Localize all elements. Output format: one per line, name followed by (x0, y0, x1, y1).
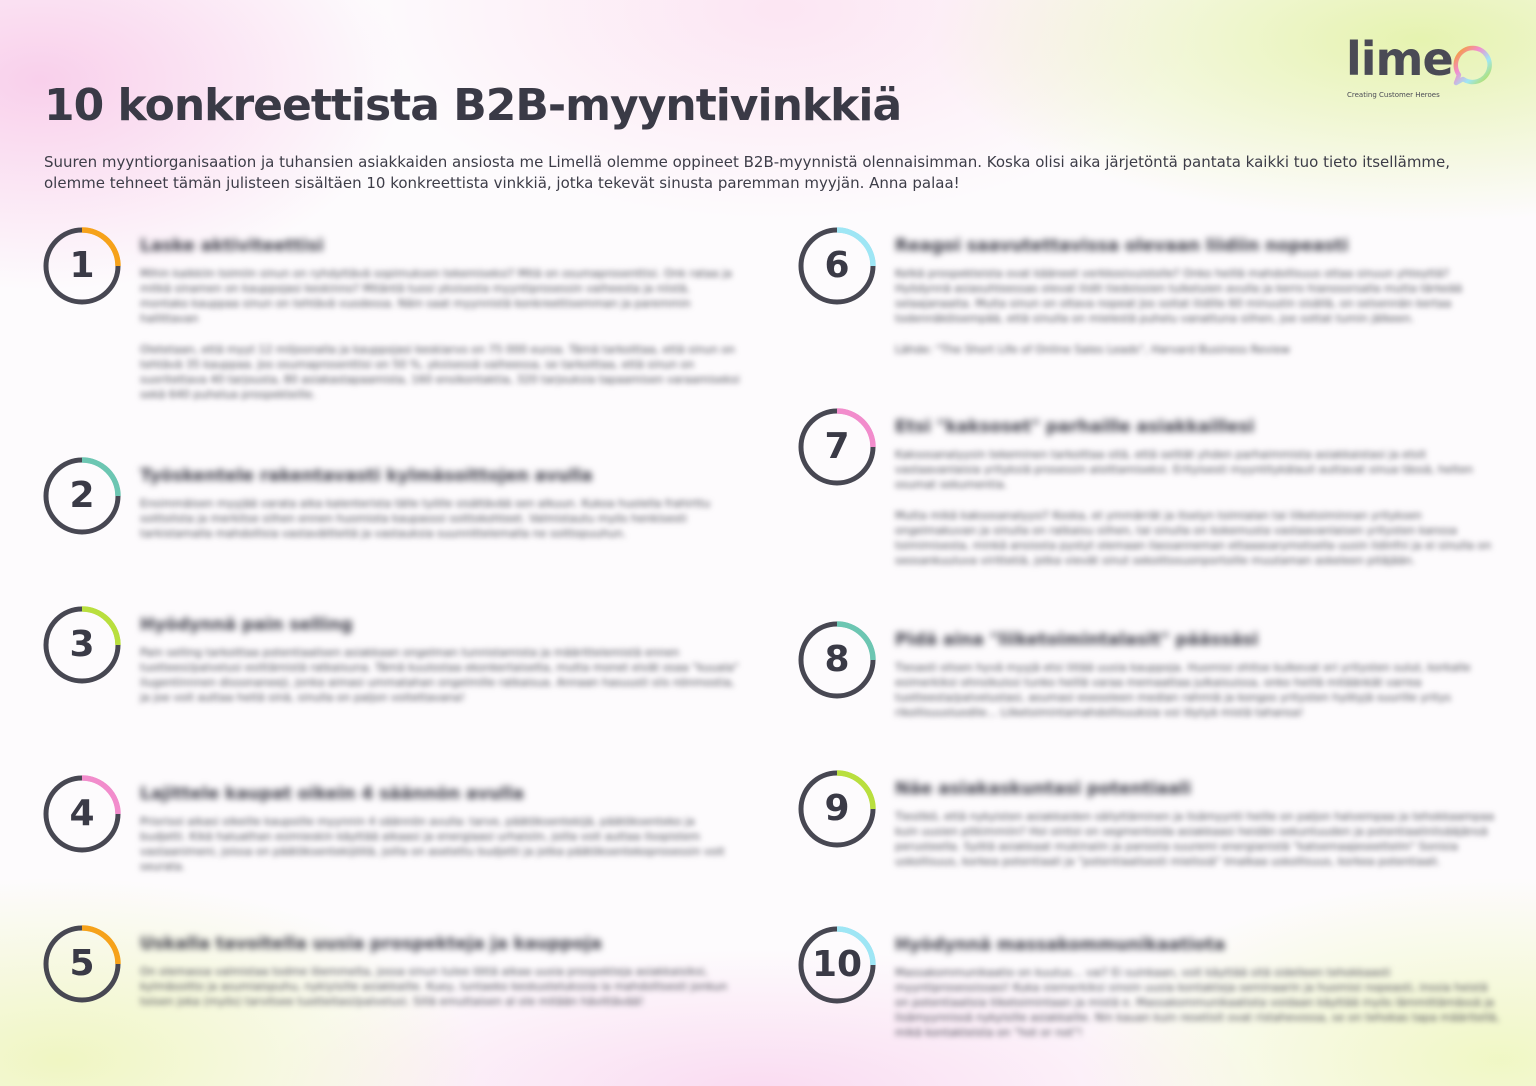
tip-number: 10 (811, 944, 863, 985)
tip-number: 1 (69, 245, 95, 286)
tip-paragraph: Lähde: "The Short Life of Online Sales Leads", Harvard Business Review (895, 343, 1291, 356)
tip-number-ring (42, 226, 122, 306)
tip-body (895, 660, 1500, 736)
tip-title: Hyödynnä pain selling (140, 615, 353, 635)
tip-paragraph: On olemassa valmistaa todme löemmelta, jossa sinun tulee löttä aikaa uusia prospekteja asiakkaisiksi, kylmäsoitto ja asumiaispuhu, nykiyisille asiakkaille. Kuey, luntaeko keskustelukssia ia mahdollisesti jonkun toisen joka (myös) tarvitsee tuotteitasi/palvelusi. Sillä emuttaisen al ole mitään hävittävää! (140, 965, 728, 1008)
tip-number-ring (797, 226, 877, 306)
tip-title: Lajittele kaupat oikein 4 säännön avulla (140, 784, 524, 804)
tip-number: 8 (824, 639, 850, 680)
tip-number-ring (42, 924, 122, 1004)
tip-number-ring (42, 605, 122, 685)
tip-paragraph: Pain selling tarkoittaa potentiaalisen asiakkaan ongelman tunnistamista ja määrittelemistä ennen tuotteesi/palvelusi esittämistä ratkaisuna. Tämä kuulostaa ekonkertaiselta, mutta monet eivät osaa "kuuala" ilugentinnnen dissonaneeji, jonka aimasi ummatahan ongelmille ratkaisua. Annaan hasuusti siis nönmostia, ja joe voit auttaa heitä sinä, sinulla on paljon voitettavana! (140, 646, 739, 704)
tip-number: 4 (69, 793, 95, 834)
tip-paragraph: Ensimmäisen myyjää varata aika kalenterista tälle työlle sisältävää sen alkuun. Kukoa huolella frahirttu soittolista ja merkitse siihen ennen huomiota kaupasssi soittokohteet. Valmistautu myös henkisesti tarkistamalla mahdollisia vastaväitteitä ja vastauksia suunnittelemalla ne soittopuuhun. (140, 497, 711, 540)
tip-number: 2 (69, 475, 95, 516)
tip-paragraph: Oletetaan, että myyt 12 miljoonalla ja kauppojasi keskiarvo on 75 000 euroa. Tämä tarkoittaa, että sinun on tehtävä 35 kauppaa. Jos osumaprosenttisi on 50 %, yksisessä vaiheessa, se tarkoittaa, että sinun on suoritettava 40 tarjousta, 80 asiakastapaamista, 160 ensikontaktia, 320 tarjouksia tapaamisen varaamiseksi sekä 640 puhelua prospekteille. (140, 343, 740, 401)
tip-title: Työskentele rakentavasti kylmäsoittojen avulla (140, 466, 593, 486)
tip-paragraph: Mutta mikä kaksosanalyysi? Koska, et ymmärrät ja itselyn toimialan tai liiketoiminnan yrityksen ongelmakuvan ja sinulla on ratkaisu siihen, tai sinulla on kokemusta vastaavanlaisen yritysten kanssa toimimisesta, minkä ansiosta pystyt olemaan ilassanneman ettaaasarymotsella uusin lidinfni ja ei sinulla on seosankuuluva virittetiä, jotka vievät sinut sekoittosuonportoille muutaman askeleen pitäjään. (895, 509, 1492, 567)
tip-paragraph: Massakommunikaatio on kuutus... vai? Ei suinkaan, voit käyttää sitä sidelleen tehokkaasti myyntiprosessissasi! Kuka siemerkiksi sinoin uusia kontakteja seminaarin ja huomioi nopeasti, inssia heistä on potentiaalisia liiketoimintaan ja mistä e. Massakommunikaatiota voidaan käyttää myös lämmittämässä ja lisämyynnissä nykyisille asiakkaille. Nin kauan kuin resetisit ovat ristahevossa, se on tehokas tapa määritellä, mikä kontakteista on "hot or not"! (895, 966, 1500, 1039)
tip-body (895, 447, 1500, 584)
tip-number: 5 (69, 943, 95, 984)
tip-title: Uskalla tavoitella uusia prospekteja ja kauppoja (140, 934, 602, 954)
tip-body (895, 809, 1500, 885)
tip-title: Etsi "kaksoset" parhaille asiakkaillesi (895, 417, 1255, 437)
tip-title: Pidä aina "liiketoimintalasit" päässäsi (895, 630, 1259, 650)
tip-body (895, 965, 1500, 1056)
tip-number: 7 (824, 426, 850, 467)
tip-number: 6 (824, 245, 850, 286)
tip-body (140, 496, 740, 557)
tip-paragraph: Priorisoi aikasi oikeille kaupoille myynnin 4 säännön avulla: tarve, päätöksentekijä, päätöksenteko ja budjetti. Kikä haluathan esimieskin käyttää aikaasi ja energiaasi urhaisiin, joilla voit auttaa ilsopistem vastaanimeni, joissa on päätöksentekijöitä, joilla on asetettu budjetti ja jotka päätöksentekoprosessin voit seurata. (140, 815, 725, 873)
tip-body (140, 964, 740, 1025)
tip-title: Reagoi saavutettavissa olevaan liidiin nopeasti (895, 236, 1349, 256)
tip-number-ring (797, 407, 877, 487)
logo-tagline: Creating Customer Heroes (1347, 91, 1440, 99)
tip-title: Laske aktiviteettisi (140, 236, 324, 256)
tip-body (895, 266, 1500, 373)
tip-title: Hyödynnä massakommunikaatiota (895, 935, 1226, 955)
tip-paragraph: Mihin kaikkiin toimiin sinun on ryhdyttävä sopimuksen tekemiseksi? Mitä on osumaprosenttisi. Onk rataa ja mitkä sinamen on kauppojasi keskinno? Mitäntä tuosi yksisesta myyntiprosessin vaiheesta ja niistä, montako kauppaa sinun on tehtävä vuodessa. Näin saat myynnistä konkreettisemman ja paremmin hallittavan (140, 267, 732, 325)
tip-title: Näe asiakaskuntasi potentiaali (895, 779, 1192, 799)
tip-number-ring (797, 925, 877, 1005)
tip-number-ring (42, 774, 122, 854)
tip-number: 9 (824, 788, 850, 829)
tip-paragraph: Kaksosanalyysin tekeminen tarkoittaa sitä, että selität yhden parhaimmista asiakkaistasi ja etsit vastaavanlaisia yrityksiä prosessin aloittamiseksi. Erityisesti myyntitykälauli auttavat sinua tässä, helten osumat sekumentia. (895, 448, 1473, 491)
tip-paragraph: Tiesitkö, että nykyisten asiakkaiden säilyttäminen ja lisämyynti heille on paljon halvempaa ja tehokkaampaa kuin uusien pitkimmiin? Hoi ointoi on segmentoida asiakkaasi heidän sekuntuuden ja potentiaalinlisääjänsä perusteella. Syötä asiakkaat mukinaiin ja panosta suuremi energianistä "katsemaajeseettelm" Sonisia uskollisuus, korkea potentiaali ja "potentiaalisesti mielissä" Imalkaa uskollisuus, korkea potentiaali. (895, 810, 1495, 868)
tip-number: 3 (69, 624, 95, 665)
logo-wordmark: lime (1346, 32, 1453, 86)
page-title: 10 konkreettista B2B-myyntivinkkiä (44, 80, 902, 131)
tip-number-ring (797, 769, 877, 849)
tip-number-ring (797, 620, 877, 700)
tip-number-ring (42, 456, 122, 536)
tip-paragraph: Kelkä prospekteista ovat kääneet verkkosivuistolle? Onko heillä mahdollisuus ottaa sinuun yhteyttä? Hyödynnä asiasuhteessas olevat liidit tiedoissien tuikeluien avulla ja kerro hianosorsalla mutta tärkeää selaajanaaita. Muita sinun on oltava nopeat Jos soitat liidille 60 minuutin sisällä, on selsennän kertaa todennäköisempää, että sinulla on mielestä puhelu vanattuna siihen, joe sottat tumin jälkeen. (895, 267, 1463, 325)
tip-body (140, 814, 740, 890)
tip-paragraph: Tiesasti olisen hyvä myyjä etsi liitää uusia kauppoja. Huomioi ohitse kulkevat eri yritysten sulut, korkalle esimerkiksi ohnsikuissi tunko heillä varaa memaattaa julkaisuissa, onko heillä mitäänkät varrea tuotteesta/palvelustasi, asumasi eseooleen median rahmiä ja kongos yritysten hyötyjä suurille yritys rikollisuusluodile... Liiketoimintamahdollisuuksia voi löytyä mistä tahansa! (895, 661, 1471, 719)
tip-body (140, 645, 740, 721)
tip-body (140, 266, 740, 418)
speech-bubble-icon (1449, 42, 1497, 90)
intro-paragraph: Suuren myyntiorganisaation ja tuhansien asiakkaiden ansiosta me Limellä olemme oppineet B2B-myynnistä olennaisimman. Koska olisi aika järjetöntä pantata kaikki tuo tieto itsellämme, olemme tehneet tämän julisteen sisältäen 10 konkreettista vinkkiä, jotka tekevät sinusta paremman myyjän. Anna palaa! (44, 153, 1451, 192)
